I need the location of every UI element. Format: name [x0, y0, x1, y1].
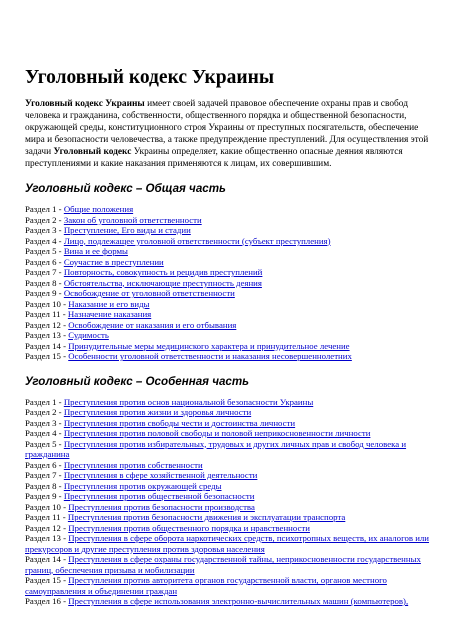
section-list-item — [25, 533, 429, 554]
section-list-item — [25, 257, 429, 268]
section-list-item — [25, 225, 429, 236]
section-link[interactable]: Преступления против избирательных, трудовых и других личных прав и свобод человека и гражданина — [25, 438, 407, 459]
section-link[interactable]: Преступления против авторитета органов государственной власти, органов местного самоуправления и объединении граждан — [25, 575, 387, 596]
section-list-item — [25, 596, 429, 607]
section-list-item — [25, 330, 429, 341]
section-link[interactable]: Преступления в сфере оборота наркотических средств, психотропных веществ, их аналогов или прекурсоров и другие преступления против здоровья населения — [25, 533, 430, 554]
section-number: Раздел 14 - — [25, 340, 69, 351]
section-number: Раздел 15 - — [25, 351, 69, 361]
section-list-item — [25, 267, 429, 278]
section-link[interactable]: Назначение наказания — [67, 309, 152, 319]
section-link[interactable]: Освобождение от уголовной ответственности — [63, 288, 235, 298]
section-link[interactable]: Преступления против половой свободы и половой неприкосновенности личности — [63, 428, 371, 438]
section-list-item — [25, 204, 429, 215]
section-number: Раздел 11 - — [25, 512, 68, 522]
section-link[interactable]: Преступления против общественной безопасности — [63, 491, 255, 501]
section-list-item — [25, 470, 429, 481]
section-link[interactable]: Общие положения — [63, 204, 134, 214]
section-number: Раздел 3 - — [25, 417, 64, 428]
section-list-item — [25, 575, 429, 596]
section-number: Раздел 15 - — [25, 575, 69, 585]
intro-text: имеет своей задачей правовое обеспечение охраны прав и свобод человека и гражданина, собственности, общественного порядка и общественной безопасности, окружающей среды, конституционного строя Украины от преступных посягательств, обеспечение мира и безопасности человечества, а также предупреждение преступлений. Для осуществления этой задачи — [25, 99, 429, 157]
section-number: Раздел 11 - — [25, 309, 68, 319]
section-number: Раздел 2 - — [25, 214, 64, 225]
section-number: Раздел 14 - — [25, 554, 69, 564]
general-part-section — [25, 182, 453, 362]
general-part-list — [25, 204, 453, 362]
section-link[interactable]: Наказание и его виды — [68, 298, 150, 309]
special-part-list — [25, 397, 453, 607]
section-number: Раздел 3 - — [25, 225, 64, 235]
section-list-item — [25, 502, 429, 513]
section-link[interactable]: Преступления в сфере хозяйственной деятельности — [63, 470, 258, 480]
section-link[interactable]: Судимость — [68, 330, 109, 340]
section-number: Раздел 5 - — [25, 246, 64, 256]
section-list-item — [25, 236, 429, 247]
intro-paragraph — [25, 98, 433, 170]
section-number: Раздел 1 - — [25, 396, 64, 407]
section-number: Раздел 1 - — [25, 204, 64, 214]
section-number: Раздел 6 - — [25, 459, 64, 470]
section-list-item — [25, 246, 429, 257]
section-link[interactable]: Освобождение от наказания и его отбывания — [68, 319, 237, 330]
intro-bold-term: Уголовный кодекс — [53, 147, 132, 157]
section-link[interactable]: Преступления против окружающей среды — [63, 480, 222, 491]
section-number: Раздел 7 - — [25, 470, 64, 480]
section-link[interactable]: Преступления в сфере охраны государственной тайны, неприкосновенности государственных границ, обеспечения призыва и мобилизации — [25, 554, 421, 575]
section-number: Раздел 13 - — [25, 533, 69, 543]
section-number: Раздел 4 - — [25, 235, 64, 246]
section-number: Раздел 5 - — [25, 438, 64, 449]
section-link[interactable]: Соучастие в преступлении — [63, 256, 164, 267]
section-link[interactable]: Повторность, совокупность и рецидив преступлений — [63, 267, 263, 277]
section-number: Раздел 13 - — [25, 330, 69, 340]
section-list-item — [25, 428, 429, 439]
intro-bold-term: Уголовный кодекс Украины — [25, 99, 145, 109]
section-number: Раздел 12 - — [25, 522, 69, 533]
section-number: Раздел 12 - — [25, 319, 69, 330]
section-link[interactable]: Преступления против собственности — [63, 459, 203, 470]
section-list-item — [25, 397, 429, 408]
section-list-item — [25, 523, 429, 534]
section-number: Раздел 10 - — [25, 501, 69, 512]
section-list-item — [25, 491, 429, 502]
section-number: Раздел 10 - — [25, 298, 69, 309]
general-part-heading: Уголовный кодекс – Общая часть — [25, 182, 226, 195]
section-list-item — [25, 309, 429, 320]
section-number: Раздел 8 - — [25, 277, 64, 288]
section-link[interactable]: Преступления против общественного порядка и нравственности — [68, 522, 310, 533]
section-list-item — [25, 320, 429, 331]
section-link[interactable]: Преступления против жизни и здоровья личности — [63, 407, 252, 417]
section-list-item — [25, 351, 429, 362]
section-list-item — [25, 512, 429, 523]
section-link[interactable]: Преступления против свободы чести и достоинства личности — [63, 417, 296, 428]
section-number: Раздел 7 - — [25, 267, 64, 277]
section-number: Раздел 16 - — [25, 596, 69, 606]
section-number: Раздел 2 - — [25, 407, 64, 417]
section-list-item — [25, 288, 429, 299]
page-title: Уголовный кодекс Украины — [25, 67, 275, 88]
section-link[interactable]: Принудительные меры медицинского характера и принудительное лечение — [68, 340, 350, 351]
section-link[interactable]: Обстоятельства, исключающие преступность деяния — [63, 277, 262, 288]
section-link[interactable]: Преступления против основ национальной безопасности Украины — [63, 396, 314, 407]
intro-text: Украины определяет, какие общественно опасные деяния являются преступлениями и какие наказания применяются к лицам, их совершившим. — [25, 147, 403, 169]
section-link[interactable]: Преступления против безопасности движения и эксплуатации транспорта — [67, 512, 346, 522]
special-part-heading: Уголовный кодекс – Особенная часть — [25, 374, 250, 388]
section-link[interactable]: Преступления против безопасности производства — [68, 501, 255, 512]
section-list-item — [25, 439, 429, 460]
section-list-item — [25, 481, 429, 492]
special-part-section — [25, 375, 453, 607]
section-list-item — [25, 341, 429, 352]
section-list-item — [25, 418, 429, 429]
section-list-item — [25, 215, 429, 226]
section-link[interactable]: Лицо, подлежащее уголовной ответственности (субъект преступления) — [63, 235, 331, 246]
section-list-item — [25, 299, 429, 310]
section-number: Раздел 4 - — [25, 428, 64, 438]
section-link[interactable]: Вина и ее формы — [63, 246, 128, 256]
section-number: Раздел 6 - — [25, 256, 64, 267]
section-link[interactable]: Преступления в сфере использования электронно-вычислительных машин (компьютеров), — [68, 596, 409, 606]
section-link[interactable]: Преступление, Его виды и стадии — [63, 225, 191, 235]
section-link[interactable]: Закон об уголовной ответственности — [63, 214, 202, 225]
section-number: Раздел 8 - — [25, 480, 64, 491]
section-link[interactable]: Особенности уголовной ответственности и наказания несовершеннолетних — [68, 351, 352, 361]
section-list-item — [25, 278, 429, 289]
section-number: Раздел 9 - — [25, 288, 64, 298]
section-list-item — [25, 554, 429, 575]
section-list-item — [25, 460, 429, 471]
section-list-item — [25, 407, 429, 418]
section-number: Раздел 9 - — [25, 491, 64, 501]
